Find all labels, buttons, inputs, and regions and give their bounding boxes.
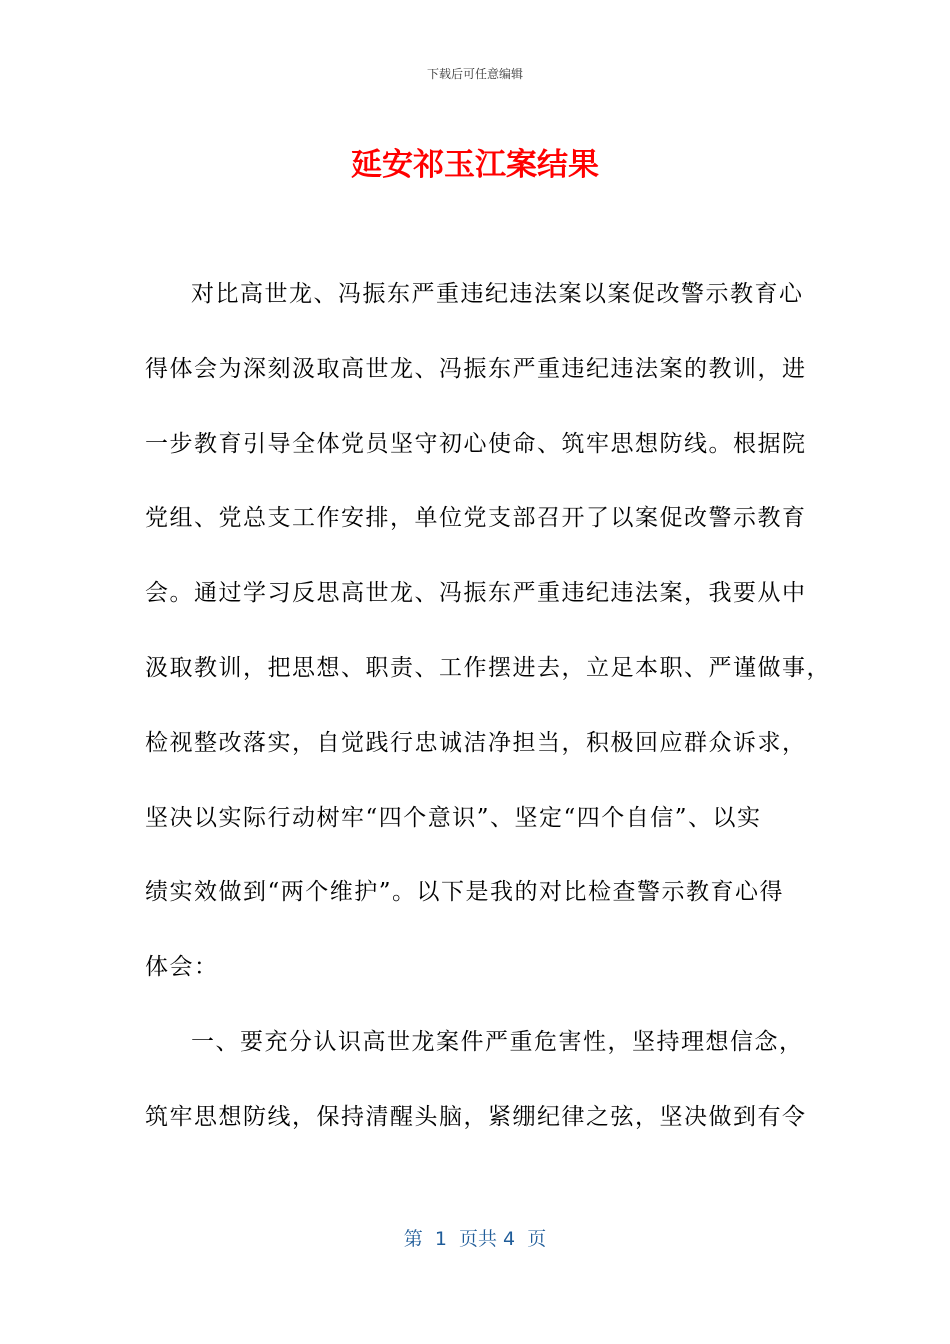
document-title: 延安祁玉江案结果 bbox=[351, 147, 599, 183]
paragraph-line: 党组、党总支工作安排，单位党支部召开了以案促改警示教育 bbox=[145, 505, 807, 532]
document-body bbox=[145, 276, 831, 1174]
header-note: 下载后可任意编辑 bbox=[426, 67, 523, 81]
paragraph-line: 得体会为深刻汲取高世龙、冯振东严重违纪违法案的教训，进 bbox=[145, 355, 807, 382]
paragraph-2 bbox=[145, 1024, 810, 1174]
paragraph-line: 汲取教训，把思想、职责、工作摆进去，立足本职、严谨做事， bbox=[145, 654, 831, 681]
paragraph-line: 一步教育引导全体党员坚守初心使命、筑牢思想防线。根据院 bbox=[145, 430, 807, 457]
paragraph-1 bbox=[145, 276, 831, 1024]
paragraph-line: 对比高世龙、冯振东严重违纪违法案以案促改警示教育心 bbox=[191, 281, 804, 307]
paragraph-line: 坚决以实际行动树牢“四个意识”、坚定“四个自信”、以实 bbox=[145, 804, 762, 831]
paragraph-line: 筑牢思想防线，保持清醒头脑，紧绷纪律之弦，坚决做到有令 bbox=[145, 1103, 807, 1130]
paragraph-line: 一、要充分认识高世龙案件严重危害性，坚持理想信念， bbox=[191, 1028, 804, 1055]
paragraph-line: 绩实效做到“两个维护”。以下是我的对比检查警示教育心得 bbox=[145, 879, 785, 906]
paragraph-line: 检视整改落实，自觉践行忠诚洁净担当，积极回应群众诉求， bbox=[145, 729, 807, 756]
paragraph-line: 会。通过学习反思高世龙、冯振东严重违纪违法案，我要从中 bbox=[145, 580, 807, 607]
paragraph-line: 体会： bbox=[145, 954, 219, 981]
page-footer: 第 1 页共 4 页 bbox=[403, 1228, 547, 1250]
